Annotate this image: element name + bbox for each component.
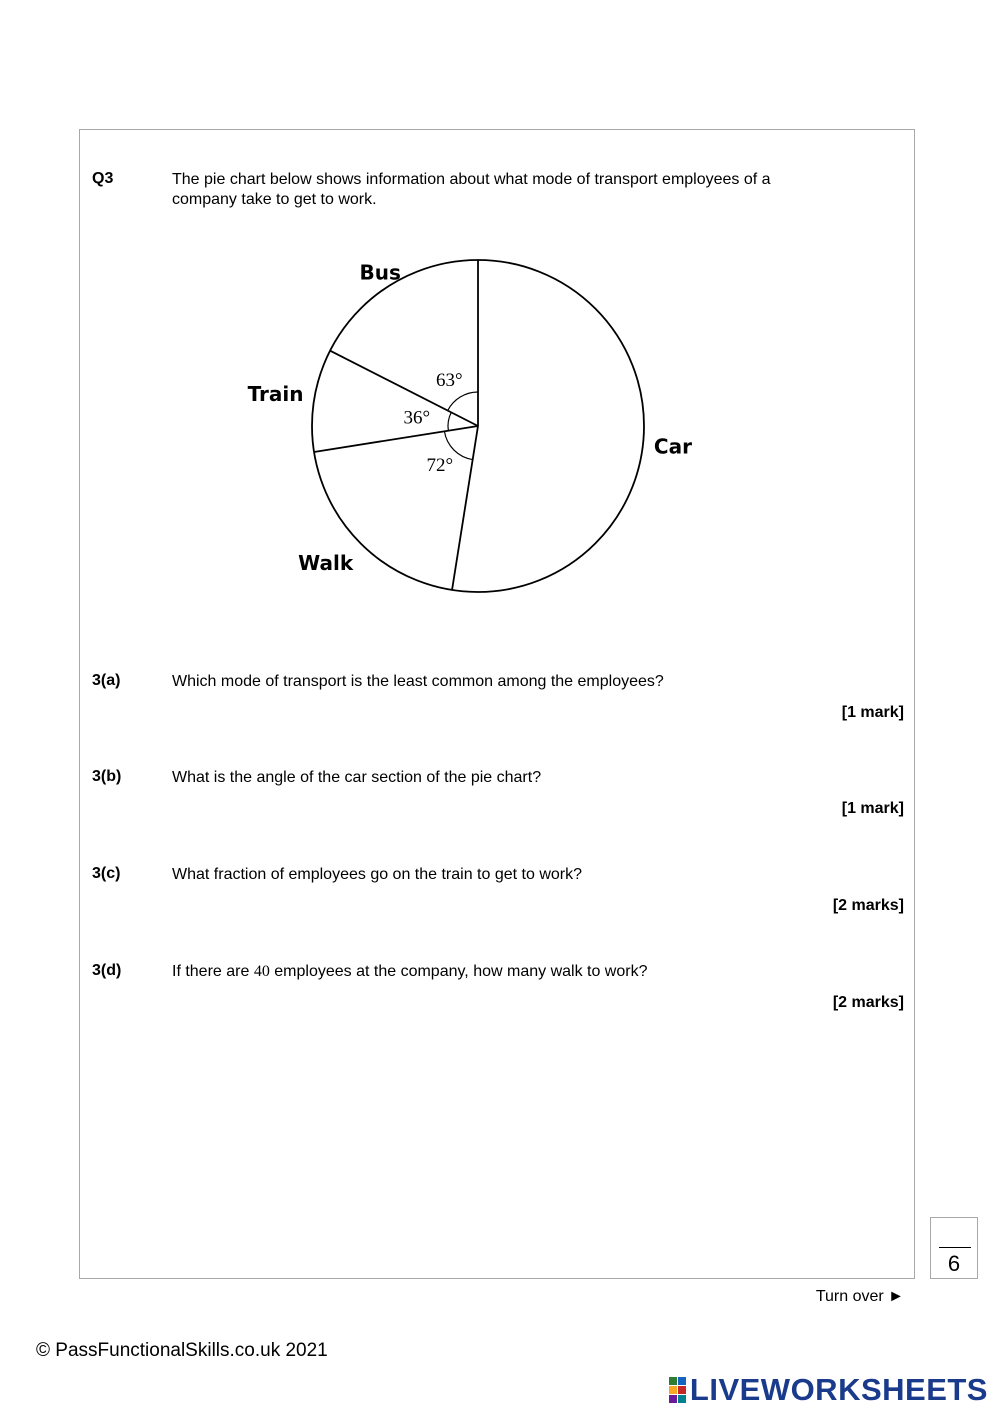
part-3a-number: 3(a)	[92, 672, 121, 689]
walk-label: Walk	[298, 551, 354, 576]
question-number: Q3	[92, 170, 114, 187]
bus-angle-label: 63°	[435, 370, 463, 392]
score-box-blank-line	[939, 1247, 971, 1248]
liveworksheets-logo-icon	[669, 1377, 686, 1403]
part-3d-marks: [2 marks]	[832, 994, 904, 1011]
car-label: Car	[653, 434, 692, 459]
part-3d-number-value: 40	[253, 963, 270, 980]
pie-chart	[0, 0, 1000, 650]
part-3c-number: 3(c)	[92, 865, 121, 882]
train-label: Train	[247, 381, 304, 406]
part-3a-marks: [1 mark]	[841, 704, 904, 721]
liveworksheets-logo	[669, 1372, 988, 1408]
train-angle-label: 36°	[403, 407, 431, 429]
part-3b-text: What is the angle of the car section of the pie chart?	[172, 769, 542, 786]
copyright-text: © PassFunctionalSkills.co.uk 2021	[36, 1340, 328, 1361]
part-3c-text: What fraction of employees go on the train to get to work?	[172, 866, 582, 883]
part-3a-text: Which mode of transport is the least common among the employees?	[172, 673, 664, 690]
liveworksheets-logo-text: LIVEWORKSHEETS	[689, 1372, 988, 1407]
part-3b-number: 3(b)	[92, 768, 122, 785]
part-3d-number: 3(d)	[92, 962, 122, 979]
question-text-line-2: company take to get to work.	[172, 191, 377, 208]
part-3d-text-after: employees at the company, how many walk to work?	[269, 963, 648, 980]
bus-label: Bus	[359, 260, 401, 285]
question-text-line-1: The pie chart below shows information about what mode of transport employees of a	[172, 171, 771, 188]
walk-angle-label: 72°	[426, 455, 454, 477]
part-3d-text-before: If there are	[172, 963, 254, 980]
part-3b-marks: [1 mark]	[841, 800, 904, 817]
turn-over-label: Turn over ►	[815, 1288, 904, 1305]
part-3c-marks: [2 marks]	[832, 897, 904, 914]
score-box-total: 6	[947, 1251, 961, 1276]
score-box	[930, 1217, 978, 1279]
part-3d-text	[172, 962, 647, 982]
